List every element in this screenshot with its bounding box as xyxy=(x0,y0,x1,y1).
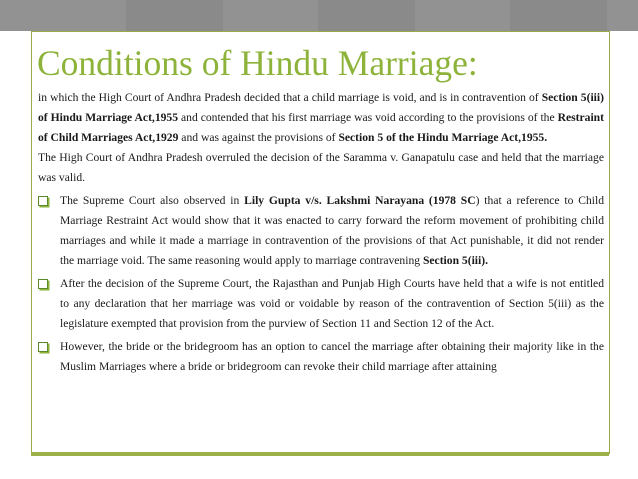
bold-text-run: Restraint of Child Marriages Act,1929 xyxy=(38,111,604,144)
bottom-accent-bar xyxy=(31,452,609,456)
intro-paragraph xyxy=(38,88,604,148)
bullet-text xyxy=(60,340,604,373)
checkbox-bullet-icon xyxy=(38,196,48,206)
bold-text-run: Lily Gupta v/s. Lakshmi Narayana (1978 SC xyxy=(244,194,476,207)
bullet-item xyxy=(38,337,604,377)
top-decorative-bar xyxy=(0,0,638,31)
slide-title: Conditions of Hindu Marriage: xyxy=(37,43,478,83)
text-run: After the decision of the Supreme Court, the Rajasthan and Punjab High Courts have held that a wife is not entitled to any declaration that her marriage was void or voidable by reason of the contravention of Section 5(iii) as the legislature exempted that provision from the purview of Section 11 and Section 12 of the Act. xyxy=(60,277,604,330)
checkbox-bullet-icon xyxy=(38,342,48,352)
bullet-item xyxy=(38,191,604,271)
top-bar-block xyxy=(318,0,415,31)
bullet-text xyxy=(60,277,604,330)
bullet-list xyxy=(38,191,604,377)
text-run: ) that a reference to Child Marriage Restraint Act would show that it was enacted to carry forward the reform movement of prohibiting child marriages and while it made a marriage in contravention of the provisions of that Act punishable, it did not render the marriage void. The same reasoning would apply to marriage contravening xyxy=(60,194,604,267)
text-run: However, the bride or the bridegroom has an option to cancel the marriage after obtaining their majority like in the Muslim Marriages where a bride or bridegroom can revoke their child marriage after attaining xyxy=(60,340,604,373)
bold-text-run: Section 5(iii) of Hindu Marriage Act,1955 xyxy=(38,91,604,124)
text-run: and contended that his first marriage was void according to the provisions of the xyxy=(178,111,558,124)
top-bar-block xyxy=(126,0,223,31)
slide-body xyxy=(38,88,604,377)
text-run: in which the High Court of Andhra Pradesh decided that a child marriage is void, and is in contravention of xyxy=(38,91,542,104)
court-ruling-paragraph: The High Court of Andhra Pradesh overruled the decision of the Saramma v. Ganapatulu case and held that the marriage was valid. xyxy=(38,151,604,184)
text-run: The Supreme Court also observed in xyxy=(60,194,245,207)
bold-text-run: Section 5(iii). xyxy=(422,254,488,267)
bullet-text xyxy=(60,194,604,267)
bullet-item xyxy=(38,274,604,334)
checkbox-bullet-icon xyxy=(38,279,48,289)
bold-text-run: Section 5 of the Hindu Marriage Act,1955. xyxy=(338,131,548,144)
top-bar-block xyxy=(510,0,607,31)
text-run: and was against the provisions of xyxy=(178,131,339,144)
